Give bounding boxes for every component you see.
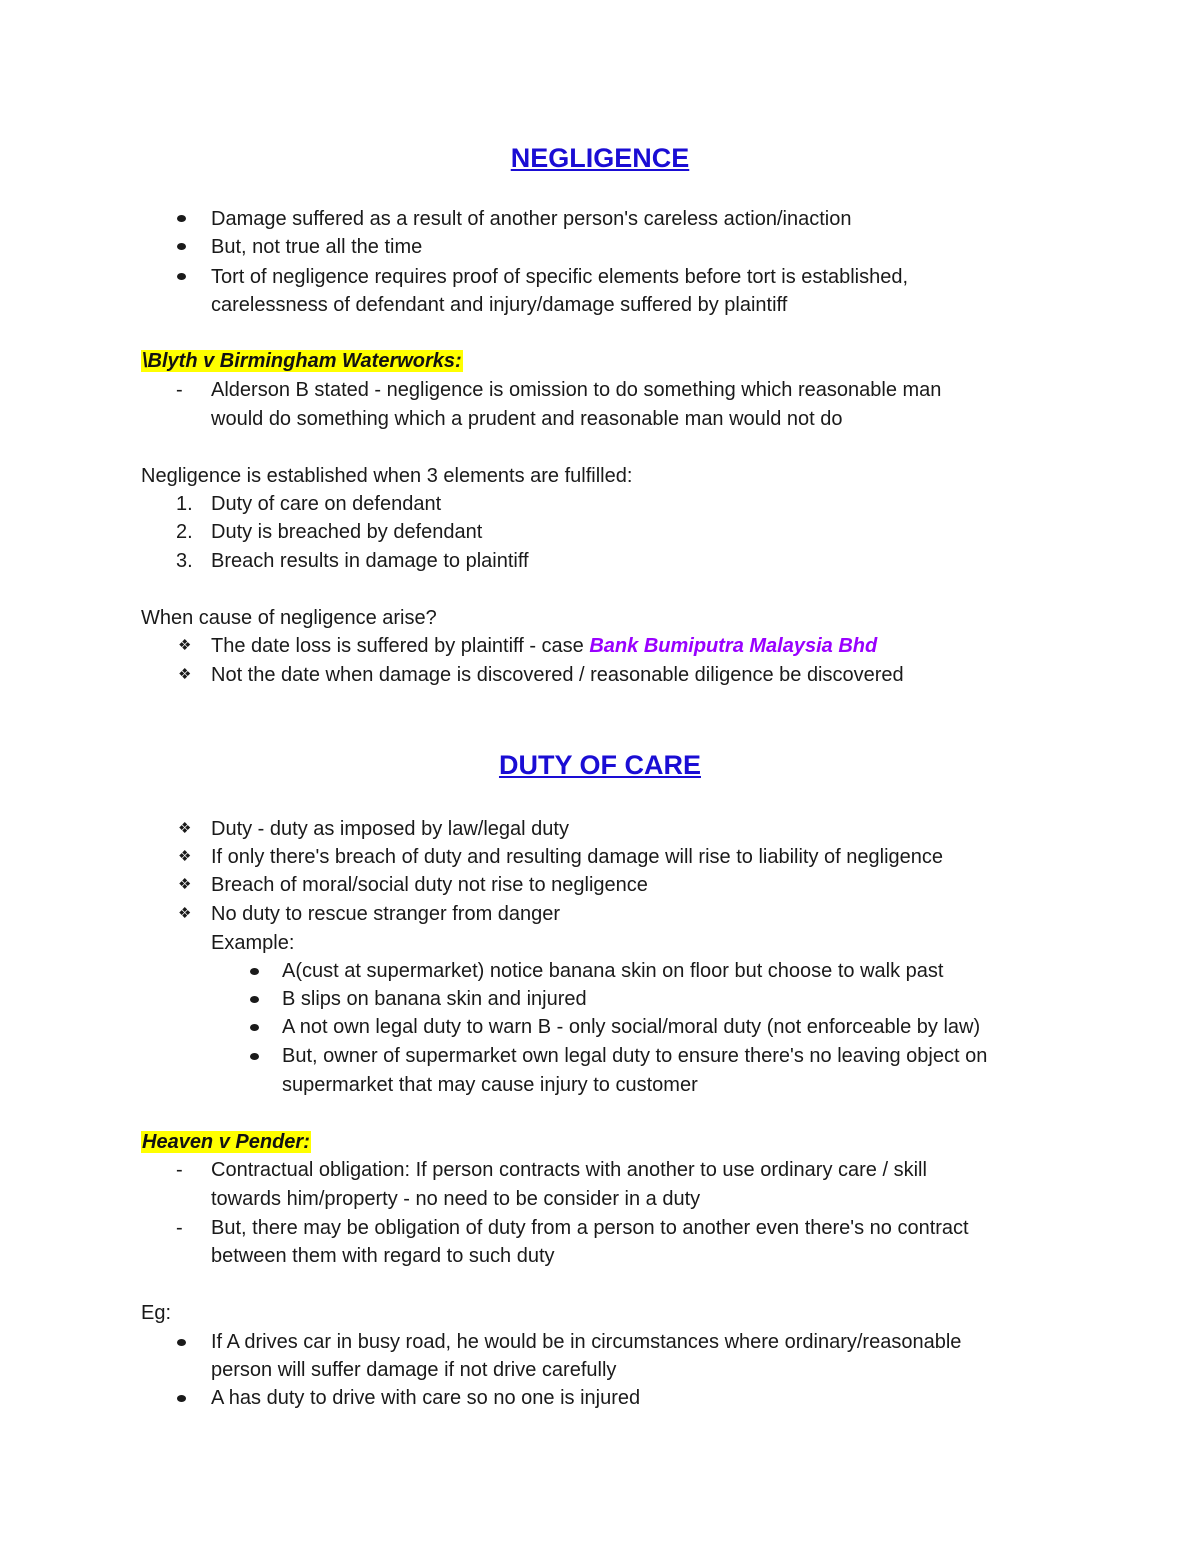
element-item: Duty of care on defendant	[211, 493, 442, 515]
bullet-dot	[250, 968, 259, 975]
arise-item: Not the date when damage is discovered / reasonable diligence be discovered	[211, 664, 904, 686]
example-item: A not own legal duty to warn B - only social/moral duty (not enforceable by law)	[282, 1016, 981, 1038]
duty-bullet: If only there's breach of duty and resulting damage will rise to liability of negligence	[211, 846, 944, 868]
element-number: 3.	[176, 550, 193, 572]
eg-item: If A drives car in busy road, he would be in circumstances where ordinary/reasonable	[211, 1331, 962, 1353]
arise-item-text: The date loss is suffered by plaintiff - case	[211, 635, 590, 657]
case-blyth-heading	[141, 347, 463, 375]
dash-marker: -	[176, 1159, 183, 1181]
case-heaven-line: between them with regard to such duty	[211, 1245, 555, 1267]
element-item: Breach results in damage to plaintiff	[211, 550, 529, 572]
bullet-dot	[250, 1024, 259, 1031]
bullet-dot	[177, 1395, 186, 1402]
dash-marker: -	[176, 1217, 183, 1239]
case-blyth-line: would do something which a prudent and reasonable man would not do	[211, 408, 843, 430]
case-bank-bumiputra: Bank Bumiputra Malaysia Bhd	[589, 635, 878, 657]
diamond-marker: ❖	[178, 637, 192, 654]
duty-bullet: Duty - duty as imposed by law/legal duty	[211, 818, 569, 840]
eg-label: Eg:	[141, 1302, 172, 1324]
case-heaven-line: Contractual obligation: If person contracts with another to use ordinary care / skill	[211, 1159, 927, 1181]
case-heaven-line: towards him/property - no need to be consider in a duty	[211, 1188, 701, 1210]
bullet-dot	[250, 996, 259, 1003]
case-heaven-heading	[141, 1128, 311, 1156]
example-label: Example:	[211, 932, 295, 954]
case-heaven-line: But, there may be obligation of duty from a person to another even there's no contract	[211, 1217, 969, 1239]
elements-intro: Negligence is established when 3 elements are fulfilled:	[141, 465, 633, 487]
arise-item	[211, 632, 877, 660]
case-heaven-name: Heaven v Pender:	[142, 1131, 310, 1153]
bullet-dot	[177, 243, 186, 250]
diamond-marker: ❖	[178, 666, 192, 683]
diamond-marker: ❖	[178, 848, 192, 865]
eg-item-continued: person will suffer damage if not drive carefully	[211, 1359, 617, 1381]
negligence-bullet: Damage suffered as a result of another person's careless action/inaction	[211, 208, 852, 230]
case-blyth-name: \Blyth v Birmingham Waterworks:	[142, 350, 462, 372]
element-item: Duty is breached by defendant	[211, 521, 483, 543]
example-item: B slips on banana skin and injured	[282, 988, 587, 1010]
case-blyth-line: Alderson B stated - negligence is omission to do something which reasonable man	[211, 379, 942, 401]
bullet-dot	[250, 1053, 259, 1060]
example-item: A(cust at supermarket) notice banana skin on floor but choose to walk past	[282, 960, 944, 982]
duty-bullet: No duty to rescue stranger from danger	[211, 903, 561, 925]
negligence-bullet: But, not true all the time	[211, 236, 423, 258]
diamond-marker: ❖	[178, 876, 192, 893]
example-item: But, owner of supermarket own legal duty to ensure there's no leaving object on	[282, 1045, 988, 1067]
duty-bullet: Breach of moral/social duty not rise to negligence	[211, 874, 648, 896]
duty-of-care-title: DUTY OF CARE	[498, 750, 701, 780]
example-item-continued: supermarket that may cause injury to customer	[282, 1074, 698, 1096]
negligence-bullet: Tort of negligence requires proof of specific elements before tort is established,	[211, 266, 909, 288]
dash-marker: -	[176, 379, 183, 401]
negligence-bullet-continued: carelessness of defendant and injury/damage suffered by plaintiff	[211, 294, 788, 316]
element-number: 2.	[176, 521, 193, 543]
bullet-dot	[177, 1339, 186, 1346]
element-number: 1.	[176, 493, 193, 515]
bullet-dot	[177, 215, 186, 222]
negligence-title: NEGLIGENCE	[510, 143, 690, 173]
bullet-dot	[177, 273, 186, 280]
diamond-marker: ❖	[178, 905, 192, 922]
diamond-marker: ❖	[178, 820, 192, 837]
arise-question: When cause of negligence arise?	[141, 607, 437, 629]
eg-item: A has duty to drive with care so no one is injured	[211, 1387, 641, 1409]
